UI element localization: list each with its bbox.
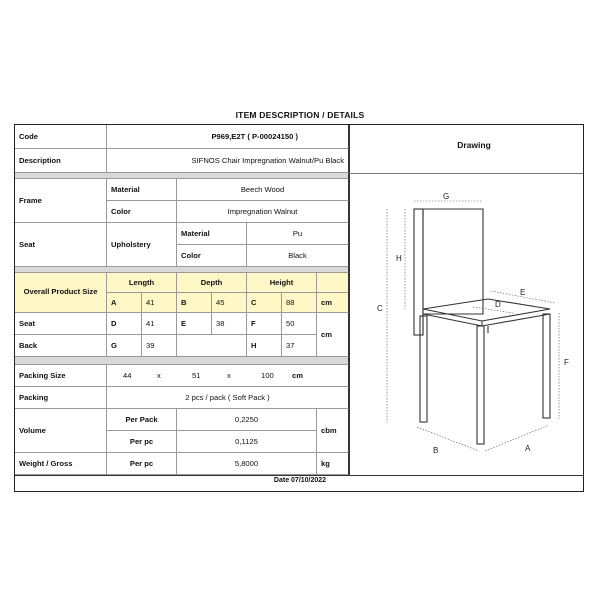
dim-g-value: 39 (142, 335, 177, 357)
chair-drawing (363, 183, 585, 473)
dim-e-value: 38 (212, 313, 247, 335)
leg-front-right (543, 314, 550, 418)
drawing-label-a: A (525, 444, 531, 453)
weight-value: 5,8000 (177, 453, 317, 475)
volume-per-pack-label: Per Pack (107, 409, 177, 431)
overall-size-label: Overall Product Size (15, 273, 107, 313)
drawing-label-e: E (520, 288, 526, 297)
code-label: Code (15, 125, 107, 149)
dim-line-a (485, 425, 549, 451)
volume-per-pc-label: Per pc (107, 431, 177, 453)
dim-b-value: 45 (212, 293, 247, 313)
back-dims-label: Back (15, 335, 107, 357)
dim-unit: cm (317, 293, 349, 313)
upholstery-label: Upholstery (107, 223, 177, 267)
dim-line-d (473, 307, 513, 313)
packing-size-length: 44 (123, 371, 132, 380)
dim-a-label: A (107, 293, 142, 313)
packing-size-x1: x (157, 371, 161, 380)
seat-color-value: Black (247, 245, 349, 267)
header-blank (317, 273, 349, 293)
frame-color-value: Impregnation Walnut (177, 201, 349, 223)
packing-label: Packing (15, 387, 107, 409)
packing-size-label: Packing Size (15, 365, 107, 387)
description-label: Description (15, 149, 107, 173)
dim-h-value: 37 (282, 335, 317, 357)
drawing-label-g: G (443, 192, 450, 201)
dim-c-value: 88 (282, 293, 317, 313)
seat-material-value: Pu (247, 223, 349, 245)
packing-size-unit: cm (292, 371, 303, 380)
weight-unit: kg (317, 453, 349, 475)
packing-value: 2 pcs / pack ( Soft Pack ) (107, 387, 349, 409)
frame-label: Frame (15, 179, 107, 223)
spec-sheet (14, 124, 584, 492)
dim-h-label: H (247, 335, 282, 357)
dim-b-label: B (177, 293, 212, 313)
dim-f-label: F (247, 313, 282, 335)
dim-c-label: C (247, 293, 282, 313)
drawing-label-b: B (433, 446, 439, 455)
seat-dims-label: Seat (15, 313, 107, 335)
drawing-label-h: H (396, 254, 402, 263)
packing-size-depth: 51 (192, 371, 201, 380)
frame-color-label: Color (107, 201, 177, 223)
packing-size-values (107, 365, 349, 387)
dim-f-value: 50 (282, 313, 317, 335)
packing-size-x2: x (227, 371, 231, 380)
dim-d-label: D (107, 313, 142, 335)
drawing-divider (349, 125, 350, 475)
weight-label: Weight / Gross (15, 453, 107, 475)
height-header: Height (247, 273, 317, 293)
document-title: ITEM DESCRIPTION / DETAILS (235, 110, 365, 120)
dim-e-label: E (177, 313, 212, 335)
dim-line-b (417, 427, 479, 451)
volume-per-pc-value: 0,1125 (177, 431, 317, 453)
dim-d-value: 41 (142, 313, 177, 335)
seat-material-label: Material (177, 223, 247, 245)
back-blank (177, 335, 247, 357)
leg-front-left (477, 326, 484, 444)
frame-material-label: Material (107, 179, 177, 201)
description-value: SIFNOS Chair Impregnation Walnut/Pu Black (107, 149, 349, 173)
volume-label: Volume (15, 409, 107, 453)
drawing-label-d: D (495, 300, 501, 309)
dim-unit-2: cm (317, 313, 349, 357)
weight-per-pc-label: Per pc (107, 453, 177, 475)
volume-unit: cbm (317, 409, 349, 453)
seat-color-label: Color (177, 245, 247, 267)
drawing-label-f: F (564, 358, 569, 367)
drawing-header-rule (349, 173, 583, 174)
volume-per-pack-value: 0,2250 (177, 409, 317, 431)
dim-a-value: 41 (142, 293, 177, 313)
seat-label: Seat (15, 223, 107, 267)
backrest-panel (414, 209, 483, 314)
separator (15, 357, 349, 365)
depth-header: Depth (177, 273, 247, 293)
drawing-title: Drawing (457, 140, 491, 150)
packing-size-height: 100 (261, 371, 274, 380)
length-header: Length (107, 273, 177, 293)
drawing-label-c: C (377, 304, 383, 313)
document-date: Date 07/10/2022 (273, 477, 327, 484)
code-value: P969,E2T ( P-00024150 ) (107, 125, 349, 149)
frame-material-value: Beech Wood (177, 179, 349, 201)
dim-g-label: G (107, 335, 142, 357)
date-divider (15, 475, 583, 476)
